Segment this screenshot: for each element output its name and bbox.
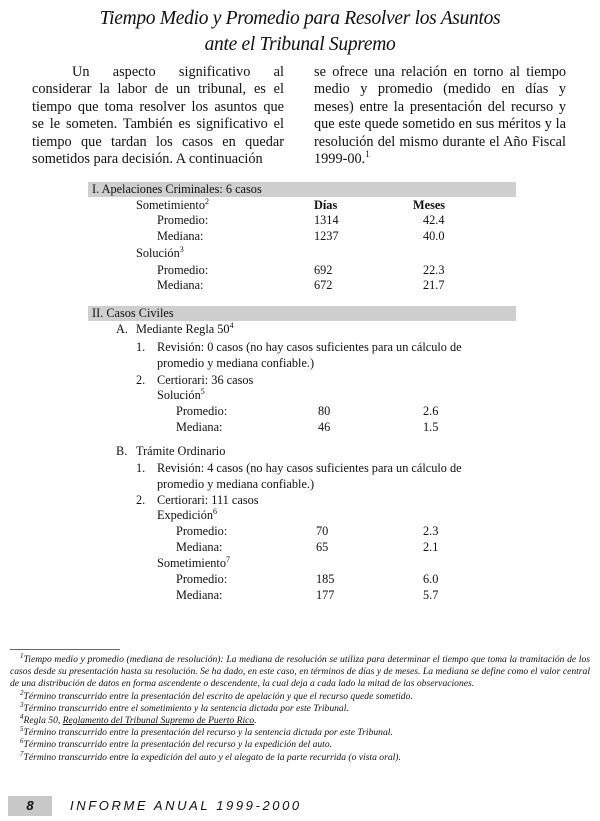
cell-days: 185 [316,572,335,586]
cell-months: 22.3 [423,263,445,277]
column-header-meses: Meses [413,198,446,212]
row-label-mediana: Mediana: [176,420,223,434]
cell-days: 70 [316,524,329,538]
row-label-promedio: Promedio: [176,572,228,586]
footnote-5: $^5$Término transcurrido entre la presentación del recurso y la sentencia dictada por este Tribunal. [20,725,393,739]
footnote-divider [10,649,120,650]
footnote-ref-6: 6 [213,506,218,516]
row-label-promedio: Promedio: [157,263,209,277]
item-revision-text: Revisión: 4 casos (no hay casos suficientes para un cálculo de [157,461,462,475]
intro-left-column: Un aspecto significativo al considerar la labor de un tribunal, es el tiempo que toma resolver los asuntos que se le someten. También es significativo el tiempo que tardan los casos en quedar sometidos para decisión. A continuación [32,64,284,168]
item-certiorari-text: Certiorari: 111 casos [157,493,259,507]
cell-days: 1314 [314,213,339,227]
cell-days: 80 [318,404,331,418]
cell-months: 2.1 [423,540,439,554]
page-number: 8 [8,796,52,816]
cell-days: 177 [316,588,335,602]
row-label-mediana: Mediana: [176,588,223,602]
footnote-ref-4: 4 [229,320,234,330]
footnote-ref-5: 5 [200,386,205,396]
reglamento-reference: Reglamento del Tribunal Supremo de Puerto Rico [62,715,255,727]
cell-months: 42.4 [423,213,445,227]
item-number: 1. [136,340,146,354]
cell-months: 2.6 [423,404,439,418]
label-solucion: Solución$^3$ [136,244,184,260]
report-title: INFORME ANUAL 1999-2000 [70,798,302,813]
section-header-apelaciones: I. Apelaciones Criminales: 6 casos [88,182,516,197]
row-label-promedio: Promedio: [157,213,209,227]
cell-months: 5.7 [423,588,439,602]
cell-days: 692 [314,263,333,277]
cell-months: 2.3 [423,524,439,538]
page-title [0,6,600,58]
cell-days: 1237 [314,229,339,243]
footnote-1: $^1$Tiempo medio y promedio (mediana de resolución): La mediana de resolución se utiliza para determinar el tiempo que toma la tramitación de los casos desde su presentación hasta su resolución. Se ha dado, en este caso, en términos de días y de meses. La mediana se define como el valor central de una distribución de datos en forma ascendente o descendente, la cual deja a cada lado la mitad de las observaciones. [10,651,590,690]
item-number: 2. [136,493,146,507]
title-line-1: Tiempo Medio y Promedio para Resolver los Asuntos [99,8,501,29]
column-header-dias: Días [314,198,338,212]
label-sometimiento: Sometimiento$^2$ [136,196,209,212]
footnote-4: $^4$Regla 50, Reglamento del Tribunal Supremo de Puerto Rico. [20,712,257,727]
row-label-mediana: Mediana: [157,229,204,243]
footnote-2: $^2$Término transcurrido entre la presentación del escrito de apelación y que el recurso quede sometido. [20,688,413,702]
cell-days: 46 [318,420,331,434]
label-sometimiento: Sometimiento$^7$ [157,554,230,570]
cell-days: 672 [314,278,333,292]
item-revision-text-cont: promedio y mediana confiable.) [157,356,315,370]
cell-days: 65 [316,540,329,554]
footnote-ref-7: 7 [226,554,230,564]
footnote-ref-2: 2 [205,196,209,206]
footnotes [10,651,590,764]
row-label-promedio: Promedio: [176,524,228,538]
row-label-mediana: Mediana: [176,540,223,554]
subsection-title-tramite-ordinario: Trámite Ordinario [136,444,226,458]
section-header-casos-civiles: II. Casos Civiles [88,306,516,321]
intro-right-column [314,64,566,168]
subsection-label-a: A. [116,322,128,336]
item-number: 2. [136,373,146,387]
cell-months: 1.5 [423,420,439,434]
label-solucion: Solución$^5$ [157,386,205,402]
title-line-2: ante el Tribunal Supremo [204,34,396,55]
footnote-7: $^7$Término transcurrido entre la expedición del auto y el alegato de la parte recurrida (o vista oral). [20,749,401,763]
row-label-mediana: Mediana: [157,278,204,292]
intro-right-text: se ofrece una relación en torno al tiempo medio y promedio (medido en días y meses) entre la presentación del recurso y que este quede sometido en sus méritos y la resolución del mismo durante el Año Fiscal 1999-00. [314,64,566,168]
footnote-6: $^6$Término transcurrido entre la presentación del recurso y la expedición del auto. [20,737,333,751]
label-expedicion: Expedición$^6$ [157,506,218,522]
item-revision-text: Revisión: 0 casos (no hay casos suficientes para un cálculo de [157,340,462,354]
item-revision-text-cont: promedio y mediana confiable.) [157,477,315,491]
cell-months: 21.7 [423,278,445,292]
subsection-title-regla-50: Mediante Regla $50^4$ [136,320,234,336]
cell-months: 6.0 [423,572,439,586]
subsection-label-b: B. [116,444,128,458]
item-certiorari-text: Certiorari: 36 casos [157,373,254,387]
footnote-3: $^3$Término transcurrido entre el sometimiento y la sentencia dictada por este Tribunal. [20,700,349,714]
cell-months: 40.0 [423,229,445,243]
row-label-promedio: Promedio: [176,404,228,418]
item-number: 1. [136,461,146,475]
footnote-ref-3: 3 [179,244,184,254]
footnote-ref-1: 1 [365,149,370,160]
